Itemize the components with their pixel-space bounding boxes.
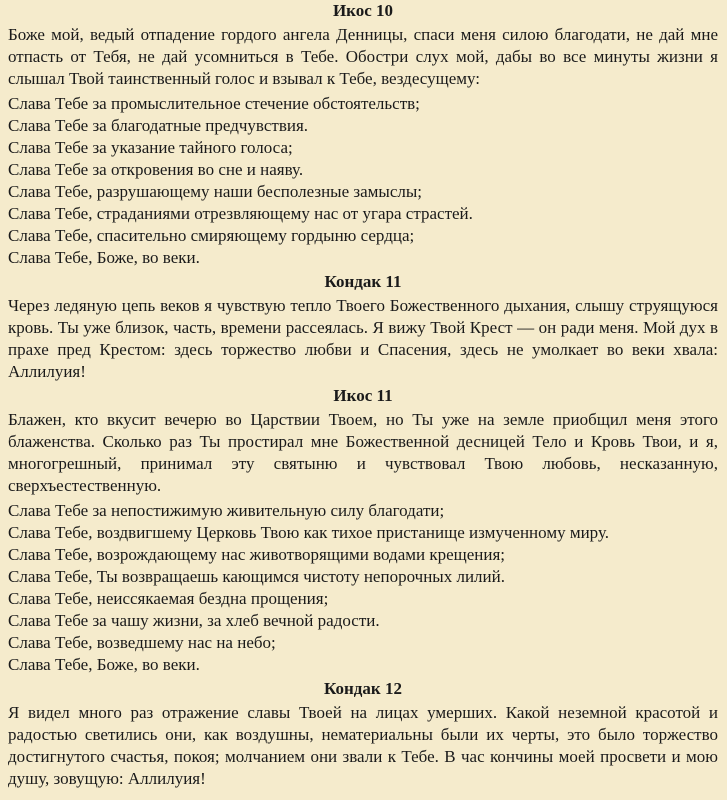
section-ikos-10 (8, 0, 718, 269)
section-paragraph: Через ледяную цепь веков я чувствую тепло Твоего Божественного дыхания, слышу струящуюся кровь. Ты уже близок, часть, времени рассеялась. Я вижу Твой Крест — он ради меня. Мой дух в прахе пред Крестом: здесь торжество любви и Спасения, здесь не умолкает во веки хвала: Аллилуия! (8, 296, 718, 381)
praise-line: Слава Тебе, разрушающему наши бесполезные замыслы; (8, 182, 423, 201)
praise-line: Слава Тебе, возрождающему нас животворящими водами крещения; (8, 545, 506, 564)
praise-line: Слава Тебе, Боже, во веки. (8, 248, 200, 267)
praise-line: Слава Тебе за благодатные предчувствия. (8, 116, 309, 135)
praise-line: Слава Тебе, воздвигшему Церковь Твою как тихое пристанище измученному миру. (8, 523, 610, 542)
praise-line: Слава Тебе за указание тайного голоса; (8, 138, 293, 157)
praise-line: Слава Тебе, страданиями отрезвляющему нас от угара страстей. (8, 204, 473, 223)
section-ikos-11 (8, 385, 718, 676)
section-kondak-12 (8, 678, 718, 792)
praise-line: Слава Тебе, неиссякаемая бездна прощения; (8, 589, 329, 608)
praise-line: Слава Тебе, Ты возвращаешь кающимся чистоту непорочных лилий. (8, 567, 505, 586)
praise-line: Слава Тебе за откровения во сне и наяву. (8, 160, 304, 179)
praise-line: Слава Тебе за непостижимую живительную силу благодати; (8, 501, 445, 520)
praise-line: Слава Тебе за чашу жизни, за хлеб вечной радости. (8, 611, 380, 630)
praise-line: Слава Тебе, возведшему нас на небо; (8, 633, 276, 652)
section-title: Кондак 11 (324, 272, 402, 291)
praise-line: Слава Тебе за промыслительное стечение обстоятельств; (8, 94, 420, 113)
section-paragraph: Блажен, кто вкусит вечерю во Царствии Твоем, но Ты уже на земле приобщил меня этого блаженства. Сколько раз Ты простирал мне Божественной десницей Тело и Кровь Твои, и я, многогрешный, принимал эту святыню и чувствовал Твою любовь, несказанную, сверхъестественную. (8, 410, 718, 495)
praise-line: Слава Тебе, спасительно смиряющему гордыню сердца; (8, 226, 415, 245)
praise-lines (8, 500, 718, 676)
section-paragraph: Я видел много раз отражение славы Твоей на лицах умерших. Какой неземной красотой и радостью светились они, как воздушны, нематериальны были их черты, это было торжество достигнутого счастья, покоя; молчанием они звали к Тебе. В час кончины моей просвети и мою душу, зовущую: Аллилуия! (8, 703, 718, 788)
section-title: Кондак 12 (324, 679, 402, 698)
section-title: Икос 10 (332, 1, 394, 20)
section-paragraph: Боже мой, ведый отпадение гордого ангела Денницы, спаси меня силою благодати, не дай мне отпасть от Тебя, не дай усомниться в Тебе. Обостри слух мой, дабы во все минуты жизни я слышал Твой таинственный голос и взывал к Тебе, вездесущему: (8, 25, 718, 88)
praise-lines (8, 93, 718, 269)
section-kondak-11 (8, 271, 718, 385)
praise-line: Слава Тебе, Боже, во веки. (8, 655, 200, 674)
section-title: Икос 11 (333, 386, 393, 405)
